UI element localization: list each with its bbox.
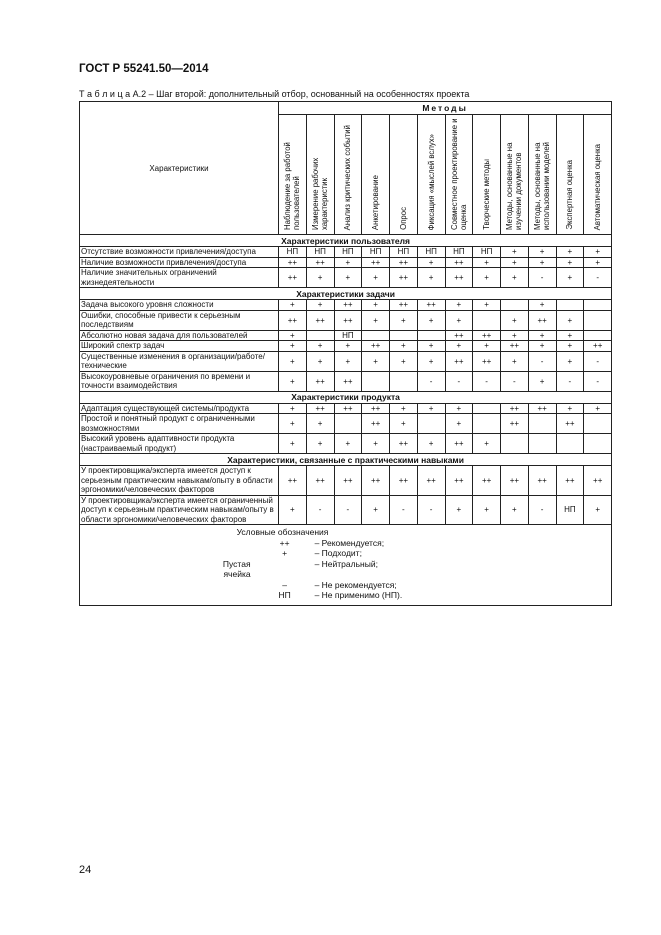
table-row [80, 330, 612, 341]
rating-cell: + [417, 268, 445, 288]
rating-cell: + [417, 403, 445, 414]
rating-cell: ++ [528, 310, 556, 330]
row-label: Простой и понятный продукт с ограниченными возможностями [80, 414, 279, 434]
method-header [279, 115, 307, 235]
legend-text: – Подходит; [314, 548, 362, 558]
rating-cell: + [279, 403, 307, 414]
rating-cell [417, 414, 445, 434]
method-header [445, 115, 473, 235]
rating-cell: + [584, 247, 612, 258]
table-row [80, 257, 612, 268]
rating-cell: + [390, 414, 418, 434]
rating-cell: - [473, 371, 501, 391]
row-label: У проектировщика/эксперта имеется ограниченный доступ к серьезным практическим навыкам/опыту в области эргономики/человеческих факторов [80, 495, 279, 525]
rating-cell: + [528, 330, 556, 341]
rating-cell: ++ [445, 466, 473, 496]
table-row [80, 268, 612, 288]
rating-cell: ++ [528, 403, 556, 414]
rating-cell: + [501, 268, 529, 288]
rating-cell: ++ [306, 310, 334, 330]
rating-cell: + [306, 268, 334, 288]
rating-cell: ++ [334, 371, 362, 391]
rating-cell: ++ [473, 351, 501, 371]
row-label: Высокий уровень адаптивности продукта (настраиваемый продукт) [80, 434, 279, 454]
rating-cell: + [362, 495, 390, 525]
rating-cell: - [445, 371, 473, 391]
rating-cell: + [279, 330, 307, 341]
rating-cell: + [279, 434, 307, 454]
rating-cell: + [390, 341, 418, 352]
rating-cell [584, 434, 612, 454]
rating-cell [390, 371, 418, 391]
rating-cell: - [584, 371, 612, 391]
rating-cell: - [417, 371, 445, 391]
rating-cell: ++ [334, 310, 362, 330]
rating-cell: + [445, 310, 473, 330]
rating-cell: - [584, 351, 612, 371]
rating-cell: НП [306, 247, 334, 258]
rating-cell [501, 434, 529, 454]
characteristics-header: Характеристики [80, 102, 279, 235]
rating-cell: ++ [279, 310, 307, 330]
rating-cell: + [556, 247, 584, 258]
rating-cell: + [390, 351, 418, 371]
rating-cell: + [334, 434, 362, 454]
rating-cell: + [334, 268, 362, 288]
rating-cell: + [528, 341, 556, 352]
table-row [80, 371, 612, 391]
method-label: Наблюдение за работой пользователей [283, 142, 302, 230]
rating-cell: + [501, 247, 529, 258]
method-label: Творческие методы [482, 159, 492, 230]
rating-cell: НП [279, 247, 307, 258]
rating-cell [584, 414, 612, 434]
rating-cell: ++ [362, 403, 390, 414]
rating-cell: ++ [390, 434, 418, 454]
rating-cell: + [306, 434, 334, 454]
rating-cell: НП [445, 247, 473, 258]
rating-cell: ++ [556, 466, 584, 496]
row-label: Наличие значительных ограничений жизнедеятельности [80, 268, 279, 288]
rating-cell: + [473, 300, 501, 311]
methods-table [79, 101, 612, 606]
row-label: Абсолютно новая задача для пользователей [80, 330, 279, 341]
rating-cell: + [556, 351, 584, 371]
rating-cell: + [528, 257, 556, 268]
method-label: Экспертная оценка [565, 160, 575, 230]
section-title: Характеристики продукта [80, 391, 612, 403]
legend-symbol: НП [278, 590, 291, 600]
rating-cell: ++ [362, 257, 390, 268]
rating-cell: НП [473, 247, 501, 258]
row-label: Широкий спектр задач [80, 341, 279, 352]
table-row [80, 300, 612, 311]
rating-cell: + [528, 371, 556, 391]
rating-cell: + [556, 403, 584, 414]
rating-cell: НП [334, 247, 362, 258]
rating-cell: + [501, 310, 529, 330]
rating-cell: + [528, 247, 556, 258]
rating-cell: ++ [279, 466, 307, 496]
rating-cell: + [445, 341, 473, 352]
legend-text: – Не применимо (НП). [314, 590, 403, 600]
rating-cell [362, 371, 390, 391]
rating-cell: + [445, 495, 473, 525]
rating-cell: + [501, 330, 529, 341]
rating-cell [362, 330, 390, 341]
legend-symbol: – [282, 579, 287, 590]
table-row [80, 310, 612, 330]
rating-cell: ++ [584, 466, 612, 496]
rating-cell: ++ [473, 330, 501, 341]
rating-cell: + [279, 414, 307, 434]
rating-cell: + [306, 414, 334, 434]
rating-cell: - [306, 495, 334, 525]
rating-cell [584, 330, 612, 341]
rating-cell: + [362, 268, 390, 288]
rating-cell [528, 434, 556, 454]
document-header: ГОСТ Р 55241.50—2014 [79, 63, 209, 75]
rating-cell: + [501, 257, 529, 268]
table-row [80, 466, 612, 496]
method-label: Опрос [398, 207, 408, 230]
rating-cell: + [556, 330, 584, 341]
row-label: Наличие возможности привлечения/доступа [80, 257, 279, 268]
row-label: Высокоуровневые ограничения по времени и точности взаимодействия [80, 371, 279, 391]
rating-cell: - [584, 268, 612, 288]
rating-cell: ++ [279, 268, 307, 288]
rating-cell [390, 330, 418, 341]
rating-cell: - [528, 351, 556, 371]
rating-cell: + [279, 300, 307, 311]
rating-cell: + [306, 341, 334, 352]
rating-cell: НП [390, 247, 418, 258]
rating-cell: ++ [362, 414, 390, 434]
rating-cell: ++ [445, 268, 473, 288]
rating-cell: + [306, 351, 334, 371]
rating-cell: + [390, 310, 418, 330]
rating-cell [473, 403, 501, 414]
table-row [80, 351, 612, 371]
table-row [80, 434, 612, 454]
method-header [584, 115, 612, 235]
rating-cell: ++ [445, 351, 473, 371]
rating-cell [306, 330, 334, 341]
rating-cell: + [584, 403, 612, 414]
rating-cell: ++ [501, 466, 529, 496]
rating-cell: + [362, 300, 390, 311]
rating-cell: - [417, 495, 445, 525]
rating-cell [501, 300, 529, 311]
row-label: Адаптация существующей системы/продукта [80, 403, 279, 414]
rating-cell: - [501, 371, 529, 391]
rating-cell: + [390, 403, 418, 414]
legend-text: – Не рекомендуется; [314, 579, 397, 590]
rating-cell: + [279, 371, 307, 391]
rating-cell: + [279, 341, 307, 352]
rating-cell: ++ [334, 300, 362, 311]
rating-cell: ++ [445, 257, 473, 268]
rating-cell: + [528, 300, 556, 311]
row-label: Задача высокого уровня сложности [80, 300, 279, 311]
rating-cell: - [556, 371, 584, 391]
rating-cell: + [362, 434, 390, 454]
rating-cell: НП [417, 247, 445, 258]
rating-cell: + [362, 310, 390, 330]
rating-cell: ++ [501, 403, 529, 414]
rating-cell: ++ [501, 414, 529, 434]
method-label: Фиксация «мыслей вслух» [426, 133, 436, 230]
rating-cell: ++ [334, 466, 362, 496]
rating-cell [334, 414, 362, 434]
method-header [417, 115, 445, 235]
rating-cell: ++ [334, 403, 362, 414]
method-header [473, 115, 501, 235]
method-label: Анкетирование [371, 174, 381, 230]
rating-cell: - [390, 495, 418, 525]
rating-cell: ++ [445, 434, 473, 454]
rating-cell: ++ [501, 341, 529, 352]
rating-cell: ++ [390, 466, 418, 496]
rating-cell: + [473, 257, 501, 268]
section-title: Характеристики задачи [80, 288, 612, 300]
rating-cell: + [334, 351, 362, 371]
row-label: Существенные изменения в организации/работе/технические [80, 351, 279, 371]
rating-cell: ++ [306, 403, 334, 414]
rating-cell: + [417, 257, 445, 268]
method-label: Автоматическая оценка [593, 143, 603, 230]
rating-cell [584, 300, 612, 311]
rating-cell: + [279, 495, 307, 525]
rating-cell: НП [556, 495, 584, 525]
rating-cell: ++ [417, 300, 445, 311]
rating-cell: + [584, 257, 612, 268]
rating-cell: + [473, 495, 501, 525]
method-header [334, 115, 362, 235]
rating-cell [556, 300, 584, 311]
rating-cell: ++ [390, 257, 418, 268]
method-header [362, 115, 390, 235]
rating-cell: + [362, 351, 390, 371]
legend-title: Условные обозначения [236, 527, 329, 537]
row-label: Отсутствие возможности привлечения/доступа [80, 247, 279, 258]
method-header [528, 115, 556, 235]
rating-cell: ++ [306, 371, 334, 391]
rating-cell: ++ [306, 466, 334, 496]
section-title: Характеристики, связанные с практическими навыками [80, 454, 612, 466]
rating-cell: + [556, 341, 584, 352]
rating-cell: + [445, 300, 473, 311]
rating-cell: + [501, 495, 529, 525]
rating-cell: НП [334, 330, 362, 341]
legend-symbol: ++ [279, 537, 290, 548]
legend-symbol: + [282, 548, 288, 558]
rating-cell: + [334, 341, 362, 352]
method-label: Анализ критических событий [343, 124, 353, 230]
rating-cell: ++ [390, 300, 418, 311]
table-row [80, 414, 612, 434]
table-row [80, 495, 612, 525]
method-header [306, 115, 334, 235]
table-row [80, 341, 612, 352]
rating-cell: + [501, 351, 529, 371]
legend-text: – Рекомендуется; [314, 537, 385, 548]
page-number: 24 [79, 864, 92, 876]
legend-symbol: Пустая ячейка [222, 558, 251, 579]
rating-cell: + [445, 403, 473, 414]
rating-cell: ++ [306, 257, 334, 268]
rating-cell: - [528, 495, 556, 525]
methods-header: Методы [279, 102, 612, 115]
rating-cell: + [473, 341, 501, 352]
rating-cell: НП [362, 247, 390, 258]
rating-cell: ++ [279, 257, 307, 268]
rating-cell: + [417, 351, 445, 371]
method-header [556, 115, 584, 235]
method-header [390, 115, 418, 235]
rating-cell: + [334, 257, 362, 268]
rating-cell: - [334, 495, 362, 525]
rating-cell: + [556, 268, 584, 288]
rating-cell [473, 414, 501, 434]
method-label: Методы, основанные на использовании моделей [533, 141, 552, 230]
rating-cell: ++ [390, 268, 418, 288]
rating-cell: ++ [473, 466, 501, 496]
method-label: Совместное проектирование и оценка [449, 118, 468, 230]
legend [80, 525, 612, 606]
method-header [501, 115, 529, 235]
section-title: Характеристики пользователя [80, 235, 612, 247]
table-row [80, 247, 612, 258]
rating-cell: ++ [417, 466, 445, 496]
rating-cell: ++ [584, 341, 612, 352]
rating-cell: + [556, 310, 584, 330]
rating-cell: + [306, 300, 334, 311]
rating-cell: + [279, 351, 307, 371]
rating-cell: ++ [362, 341, 390, 352]
rating-cell: ++ [528, 466, 556, 496]
rating-cell [556, 434, 584, 454]
rating-cell: + [417, 434, 445, 454]
rating-cell: ++ [362, 466, 390, 496]
rating-cell: + [417, 310, 445, 330]
rating-cell: - [528, 268, 556, 288]
rating-cell [528, 414, 556, 434]
table-row [80, 403, 612, 414]
row-label: У проектировщика/эксперта имеется доступ к серьезным практическим навыкам/опыту в области эргономики/человеческих факторов [80, 466, 279, 496]
method-label: Методы, основанные на изучении документов [505, 142, 524, 230]
rating-cell: + [473, 268, 501, 288]
row-label: Ошибки, способные привести к серьезным последствиям [80, 310, 279, 330]
rating-cell: + [473, 434, 501, 454]
legend-text: – Нейтральный; [314, 558, 378, 569]
rating-cell: + [417, 341, 445, 352]
method-label: Измерение рабочих характеристик [311, 157, 330, 230]
rating-cell: ++ [556, 414, 584, 434]
rating-cell: + [584, 495, 612, 525]
rating-cell [584, 310, 612, 330]
rating-cell: ++ [445, 330, 473, 341]
rating-cell [473, 310, 501, 330]
rating-cell: + [445, 414, 473, 434]
rating-cell [417, 330, 445, 341]
table-caption: Т а б л и ц а А.2 – Шаг второй: дополнительный отбор, основанный на особенностях проекта [79, 89, 470, 99]
rating-cell: + [556, 257, 584, 268]
